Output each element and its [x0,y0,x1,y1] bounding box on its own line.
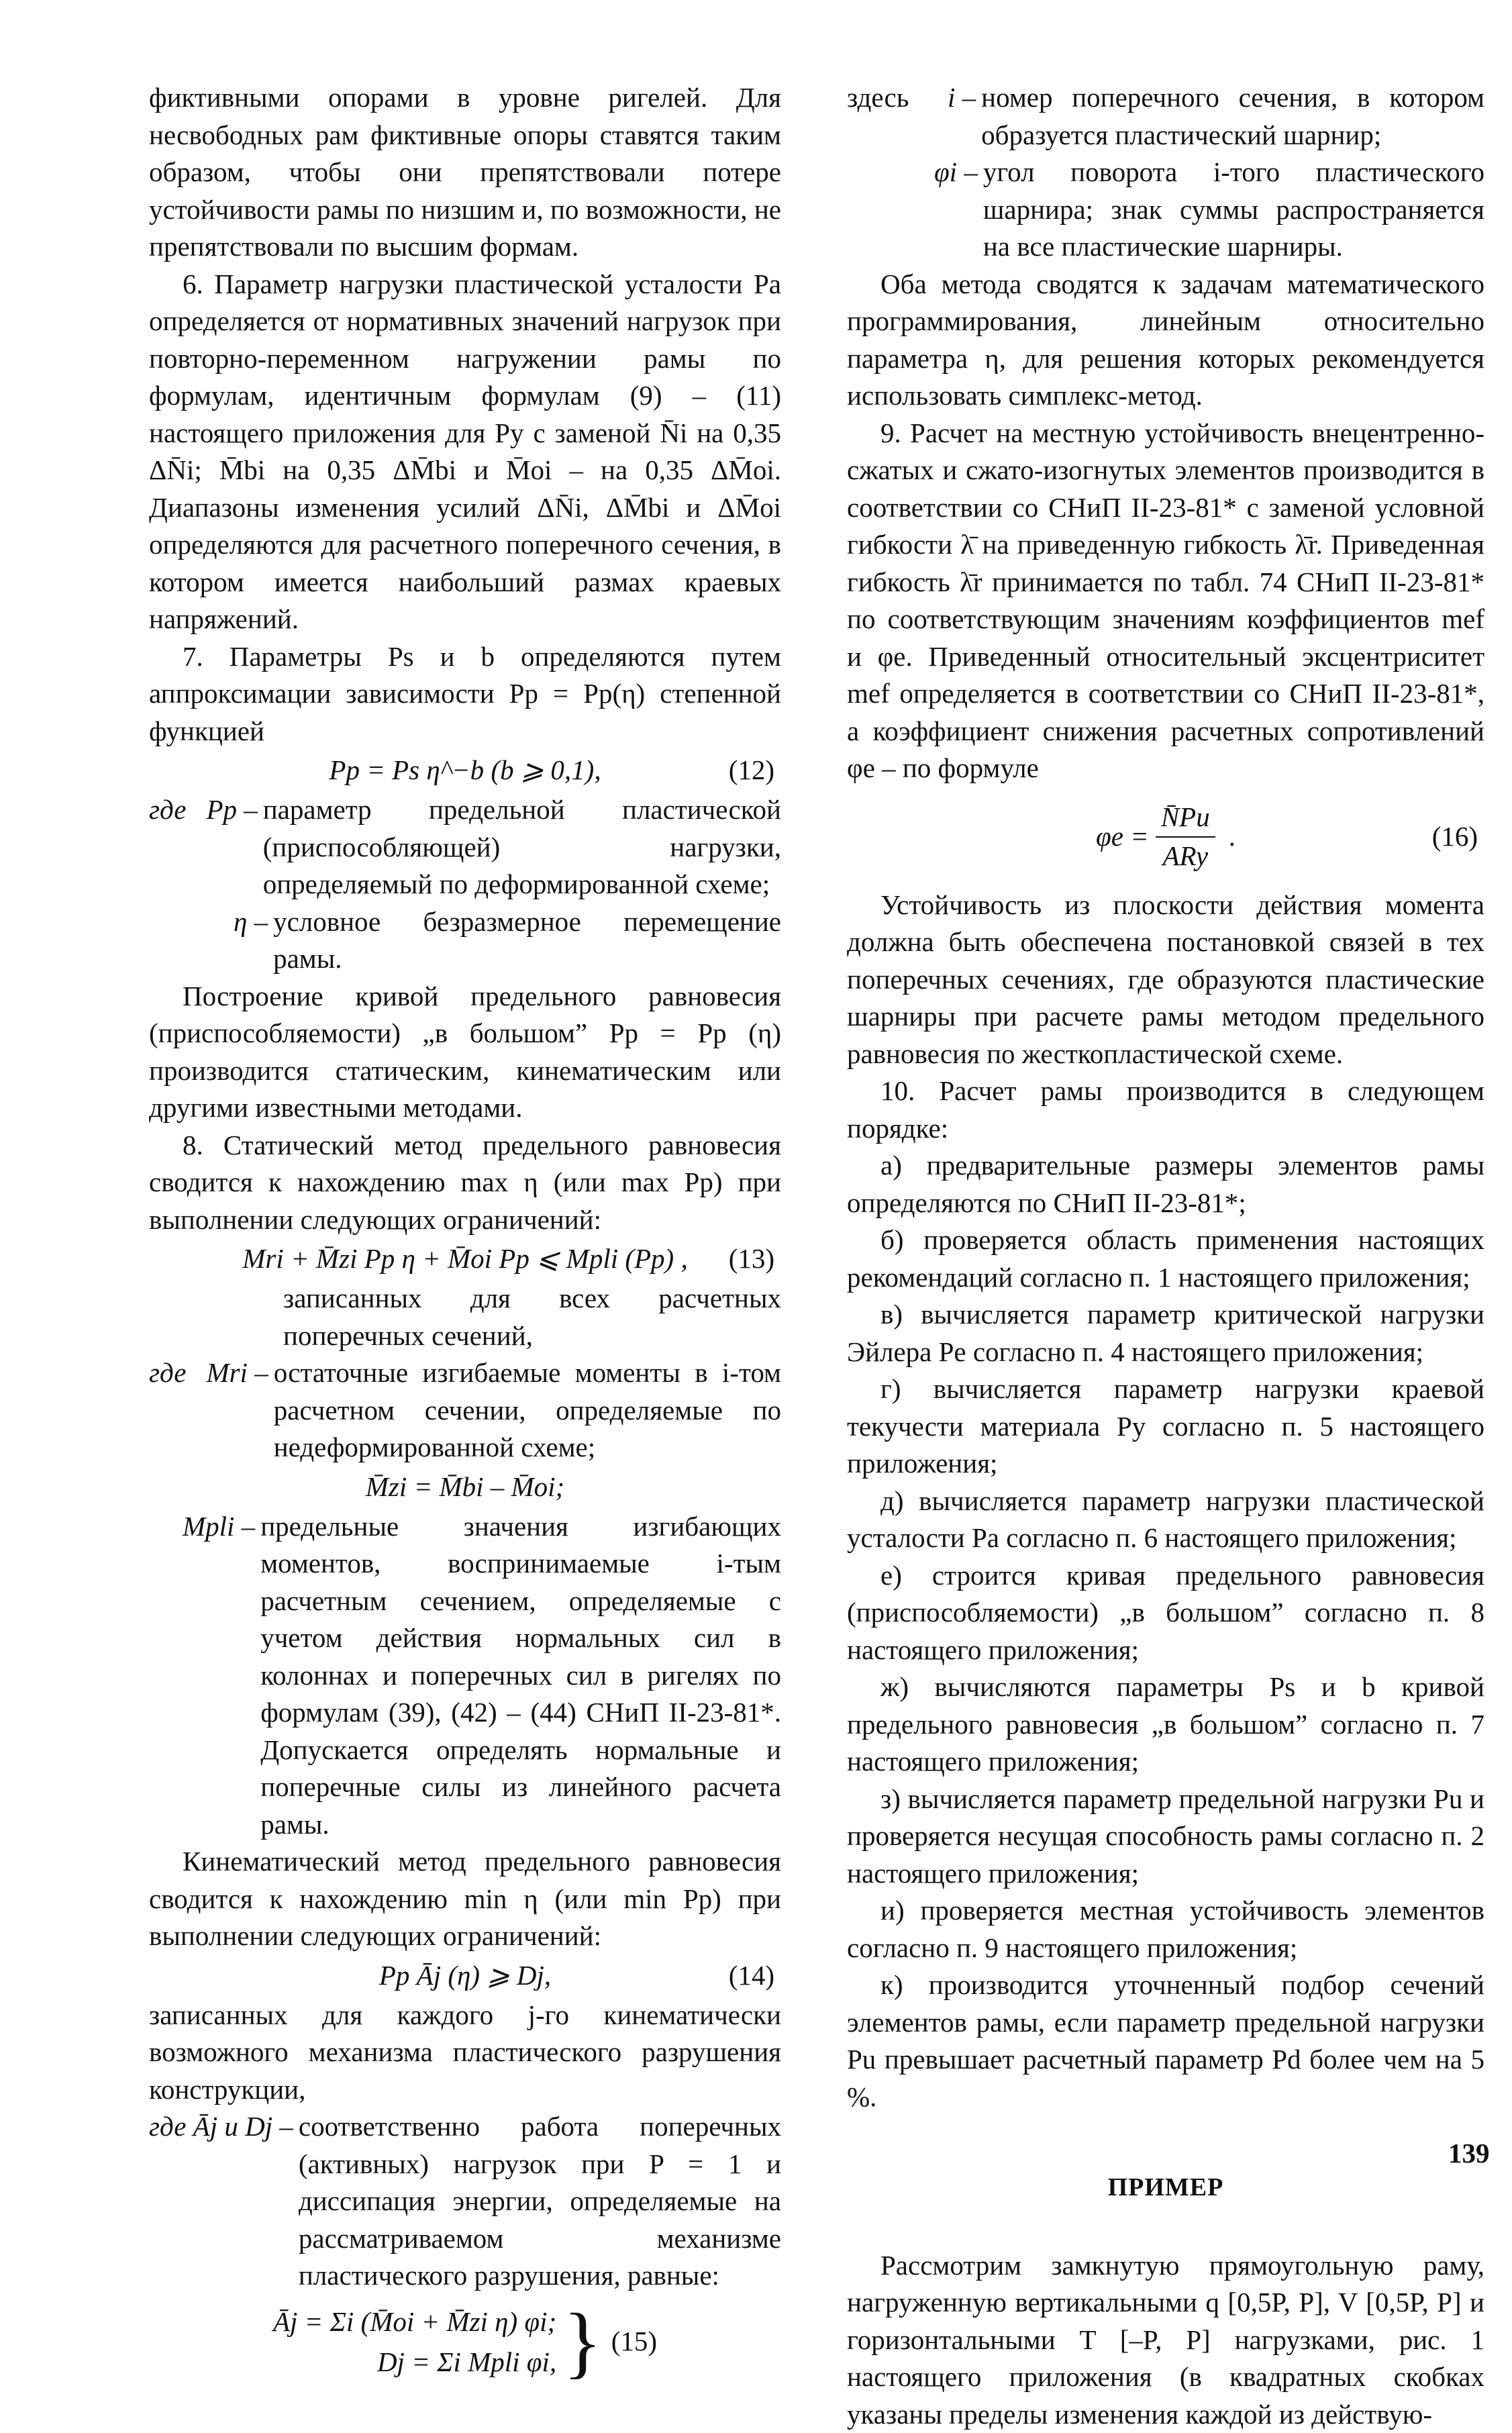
definition-aj-dj [149,2108,781,2295]
definition-i-symbol: i – [948,79,976,154]
definition-mri-symbol: Mri – [206,1354,268,1467]
equation-16 [847,790,1484,884]
list-item-v: в) вычисляется параметр критической нагрузки Эйлера Pe согласно п. 4 настоящего приложения; [847,1296,1484,1371]
equation-mzi [149,1467,781,1508]
list-item-g: г) вычисляется параметр нагрузки краевой текучести материала Py согласно п. 5 настоящего приложения; [847,1371,1484,1483]
equation-16-dot: . [1229,818,1236,856]
list-item-e: е) строится кривая предельного равновесия (приспособляемости) „в большом” согласно п. 8 настоящего приложения; [847,1557,1484,1669]
definition-mri-text: остаточные изгибаемые моменты в i-том расчетном сечении, определяемые по недеформированной схеме; [274,1354,781,1467]
paragraph-9: 9. Расчет на местную устойчивость внецентренно-сжатых и сжато-изогнутых элементов производится в соответствии со СНиП II-23-81* с заменой условной гибкости λ̄ на приведенную гибкость λ̄r. Приведенная гибкость λ̄r принимается по табл. 74 СНиП II-23-81* по соответствующим значениям коэффициентов mef и φe. Приведенный относительный эксцентриситет mef определяется в соответствии со СНиП II-23-81*, а коэффициент снижения расчетных сопротивлений φe – по формуле [847,415,1484,787]
definition-where: где [149,791,186,903]
paragraph-construction: Построение кривой предельного равновесия (приспособляемости) „в большом” Pp = Pp (η) производится статическим, кинематическим или другими известными методами. [149,978,781,1127]
left-column [149,79,781,2389]
paragraph-recorded: записанных для каждого j-го кинематически возможного механизма пластического разрушения конструкции, [149,1997,781,2109]
equation-15-number: (15) [611,2323,657,2361]
brace-icon: } [563,2301,602,2382]
equation-16-denominator: ARy [1162,838,1208,875]
equation-14-number: (14) [729,1957,774,1995]
equation-16-number: (16) [1432,818,1478,856]
paragraph-continuation: фиктивными опорами в уровне ригелей. Для несвободных рам фиктивные опоры ставятся таким образом, чтобы они препятствовали потере устойчивости рамы по низшим и, по возможности, не препятствовали по высшим формам. [149,79,781,266]
equation-14 [149,1955,781,1997]
equation-12 [149,750,781,791]
definition-phi-symbol: φi – [934,154,978,266]
section-heading: ПРИМЕР [847,2169,1484,2207]
list-item-z: з) вычисляется параметр предельной нагрузки Pu и проверяется несущая способность рамы согласно п. 2 настоящего приложения; [847,1781,1484,1893]
equation-15 [149,2295,781,2389]
definition-aj-text: соответственно работа поперечных (активных) нагрузок при P = 1 и диссипация энергии, определяемые на рассматриваемом механизме пластического разрушения, равные: [299,2108,781,2295]
paragraph-6: 6. Параметр нагрузки пластической усталости Pa определяется от нормативных значений нагрузок при повторно-переменном нагружении рамы по формулам, идентичным формулам (9) – (11) настоящего приложения для Py с заменой N̄i на 0,35 ΔN̄i; M̄bi на 0,35 ΔM̄bi и M̄oi – на 0,35 ΔM̄oi. Диапазоны изменения усилий ΔN̄i, ΔM̄bi и ΔM̄oi определяются для расчетного поперечного сечения, в котором имеется наибольший размах краевых напряжений. [149,266,781,638]
equation-15-a: Āj = Σi (M̄oi + M̄zi η) φi; [273,2301,556,2342]
definition-pp-symbol: Pp – [206,791,257,903]
equation-13-number: (13) [729,1240,774,1278]
equation-15-d: Dj = Σi Mpli φi, [377,2342,556,2382]
definition-mri [149,1354,781,1467]
definition-eta-symbol: η – [234,903,268,978]
list-item-zh: ж) вычисляются параметры Ps и b кривой предельного равновесия „в большом” согласно п. 7 настоящего приложения; [847,1669,1484,1781]
equation-16-lhs: φe = [1096,818,1149,856]
definition-phi-text: угол поворота i-того пластического шарнира; знак суммы распространяется на все пластические шарниры. [983,154,1484,266]
paragraph-stability: Устойчивость из плоскости действия момента должна быть обеспечена постановкой связей в тех поперечных сечениях, где образуются пластические шарниры при расчете рамы методом предельного равновесия по жесткопластической схеме. [847,887,1484,1073]
definition-mpli-text: предельные значения изгибающих моментов, воспринимаемые i-тым расчетным сечением, определяемые с учетом действия нормальных сил в колоннах и поперечных сил в ригелях по формулам (39), (42) – (44) СНиП II-23-81*. Допускается определять нормальные и поперечные силы из линейного расчета рамы. [260,1508,781,1844]
definition-eta [149,903,781,978]
equation-14-body: Pp Āj (η) ⩾ Dj, [379,1957,551,1995]
equation-13 [149,1238,781,1280]
equation-13-note: записанных для всех расчетных поперечных сечений, [149,1280,781,1354]
right-column [847,79,1484,2433]
equation-mzi-body: M̄zi = M̄bi – M̄oi; [366,1469,564,1506]
list-item-k: к) производится уточненный подбор сечений элементов рамы, если параметр предельной нагрузки Pu превышает расчетный параметр Pd более чем на 5 %. [847,1967,1484,2116]
equation-16-fraction [1156,799,1215,875]
definition-mpli [149,1508,781,1844]
list-item-b: б) проверяется область применения настоящих рекомендаций согласно п. 1 настоящего приложения; [847,1222,1484,1296]
definition-where-2: где [149,1354,186,1467]
equation-12-number: (12) [729,752,774,789]
definition-pp [149,791,781,903]
definition-here: здесь [847,79,927,154]
equation-12-body: Pp = Ps η^−b (b ⩾ 0,1), [329,752,601,789]
list-item-d: д) вычисляется параметр нагрузки пластической усталости Pa согласно п. 6 настоящего приложения; [847,1483,1484,1557]
equation-16-numerator: N̄Pu [1156,799,1215,838]
definition-mpli-symbol: Mpli – [183,1508,255,1844]
definition-phi [847,154,1484,266]
paragraph-10: 10. Расчет рамы производится в следующем порядке: [847,1073,1484,1147]
definition-pp-text: параметр предельной пластической (приспособляющей) нагрузки, определяемый по деформированной схеме; [263,791,781,903]
definition-i-text: номер поперечного сечения, в котором образуется пластический шарнир; [981,79,1484,154]
definition-aj-symbol: где Āj и Dj – [149,2108,293,2295]
equation-13-body: Mri + M̄zi Pp η + M̄oi Pp ⩽ Mpli (Pp) , [242,1240,687,1278]
paragraph-7: 7. Параметры Ps и b определяются путем аппроксимации зависимости Pp = Pp(η) степенной функцией [149,638,781,750]
list-item-i: и) проверяется местная устойчивость элементов согласно п. 9 настоящего приложения; [847,1892,1484,1967]
paragraph-both-methods: Оба метода сводятся к задачам математического программирования, линейным относительно параметра η, для решения которых рекомендуется использовать симплекс-метод. [847,266,1484,415]
paragraph-kinematic: Кинематический метод предельного равновесия сводится к нахождению min η (или min Pp) при выполнении следующих ограничений: [149,1843,781,1955]
page-number: 139 [1448,2137,1490,2169]
definition-i [847,79,1484,154]
list-item-a: а) предварительные размеры элементов рамы определяются по СНиП II-23-81*; [847,1147,1484,1222]
paragraph-example: Рассмотрим замкнутую прямоугольную раму, нагруженную вертикальными q [0,5P, P], V [0,5P, P] и горизонтальными T [–P, P] нагрузками, рис. 1 настоящего приложения (в квадратных скобках указаны пределы изменения каждой из действую- [847,2247,1484,2433]
definition-eta-text: условное безразмерное перемещение рамы. [273,903,781,978]
paragraph-8: 8. Статический метод предельного равновесия сводится к нахождению max η (или max Pp) при выполнении следующих ограничений: [149,1127,781,1239]
